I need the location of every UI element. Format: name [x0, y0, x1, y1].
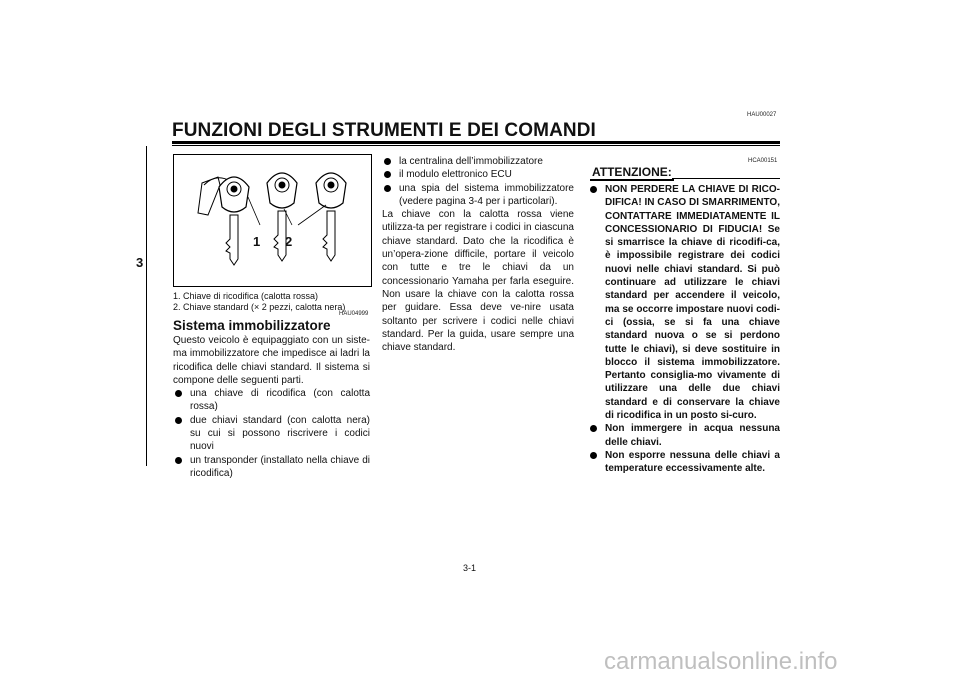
usage-paragraph: La chiave con la calotta rossa viene utilizza-ta per registrare i codici in ciascuna chiave standard. Dato che la ricodifica è un’opera-zione difficile, portare il veicolo con tutte e tre le chiavi da un concessionario Yamaha per farla eseguire. Non usare la chiave con la calotta rossa per guidare. Essa deve ve-nire usata soltanto per scrivere i codici nelle chiavi standard. Per la guida, usare sempre una chiave standard.: [382, 209, 574, 354]
attention-code: HCA00151: [748, 158, 778, 164]
key-tag-icon: [198, 177, 220, 215]
keys-illustration: [174, 155, 371, 286]
callout-1: 1: [253, 234, 261, 249]
callout-2: 2: [285, 234, 293, 249]
list-item: una spia del sistema immobilizzatore (vedere pagina 3-4 per i particolari).: [382, 182, 574, 209]
keys-figure: [173, 154, 372, 287]
bullet-icon: [384, 185, 391, 192]
section-title: Sistema immobilizzatore: [173, 318, 331, 333]
title-rule: [172, 141, 780, 144]
bullet-icon: [384, 158, 391, 165]
recode-key-icon: [219, 177, 249, 265]
bullet-icon: [384, 171, 391, 178]
bullet-icon: [590, 425, 597, 432]
list-item: Non immergere in acqua nessuna delle chiavi.: [588, 422, 780, 449]
section-code: HAU04999: [339, 311, 369, 317]
bullet-icon: [175, 457, 182, 464]
page-title: FUNZIONI DEGLI STRUMENTI E DEI COMANDI: [172, 120, 596, 141]
list-item: la centralina dell’immobilizzatore: [382, 155, 574, 168]
caption-line: 2. Chiave standard (× 2 pezzi, calotta nera): [173, 302, 346, 312]
title-rule-thin: [172, 145, 780, 146]
list-item: due chiavi standard (con calotta nera) su cui si possono riscrivere i codici nuovi: [173, 414, 370, 454]
attention-rule: [672, 178, 780, 179]
chapter-number: 3: [136, 255, 144, 270]
attention-label: ATTENZIONE:: [592, 165, 672, 179]
bullet-icon: [175, 417, 182, 424]
bullet-icon: [590, 452, 597, 459]
caption-line: 1. Chiave di ricodifica (calotta rossa): [173, 291, 319, 301]
parts-list-continued: [382, 155, 574, 208]
column-3: [588, 183, 780, 476]
parts-list: [173, 387, 370, 480]
list-item: una chiave di ricodifica (con calotta rossa): [173, 387, 370, 414]
standard-key-icon: [267, 173, 297, 261]
figure-caption: [173, 291, 373, 313]
watermark: carmanualsonline.info: [604, 648, 838, 675]
header-code: HAU00027: [747, 112, 777, 118]
bullet-icon: [590, 186, 597, 193]
bullet-icon: [175, 390, 182, 397]
list-item: un transponder (installato nella chiave di ricodifica): [173, 454, 370, 481]
page-number: 3-1: [463, 563, 477, 573]
attention-list: [588, 183, 780, 476]
list-item: il modulo elettronico ECU: [382, 168, 574, 181]
column-2: [382, 155, 574, 354]
list-item: NON PERDERE LA CHIAVE DI RICO-DIFICA! IN CASO DI SMARRIMENTO, CONTATTARE IMMEDIATAMENTE IL CONCESSIONARIO DI FIDUCIA! Se si smarrisce la chiave di ricodifi-ca, è impossibile registrare dei codici nuovi nelle chiavi standard. Si può continuare ad utilizzare le chiavi standard per accendere il veicolo, ma se occorre impostare nuovi codi-ci (ossia, se si fa una chiave standard nuova o se si perdono tutte le chiavi), si deve sostituire in blocco il sistema immobilizzatore. Pertanto consiglia-mo vivamente di utilizzare una delle due chiavi standard e di conservare la chiave di ricodifica in un posto si-curo.: [588, 183, 780, 422]
intro-paragraph: Questo veicolo è equipaggiato con un siste-ma immobilizzatore che impedisce ai ladri la ricodifica delle chiavi standard. Il sistema si compone delle seguenti parti.: [173, 335, 370, 386]
list-item: Non esporre nessuna delle chiavi a temperature eccessivamente alte.: [588, 449, 780, 476]
standard-key-icon: [316, 173, 346, 261]
chapter-divider: [146, 146, 147, 466]
column-1: [173, 334, 370, 480]
